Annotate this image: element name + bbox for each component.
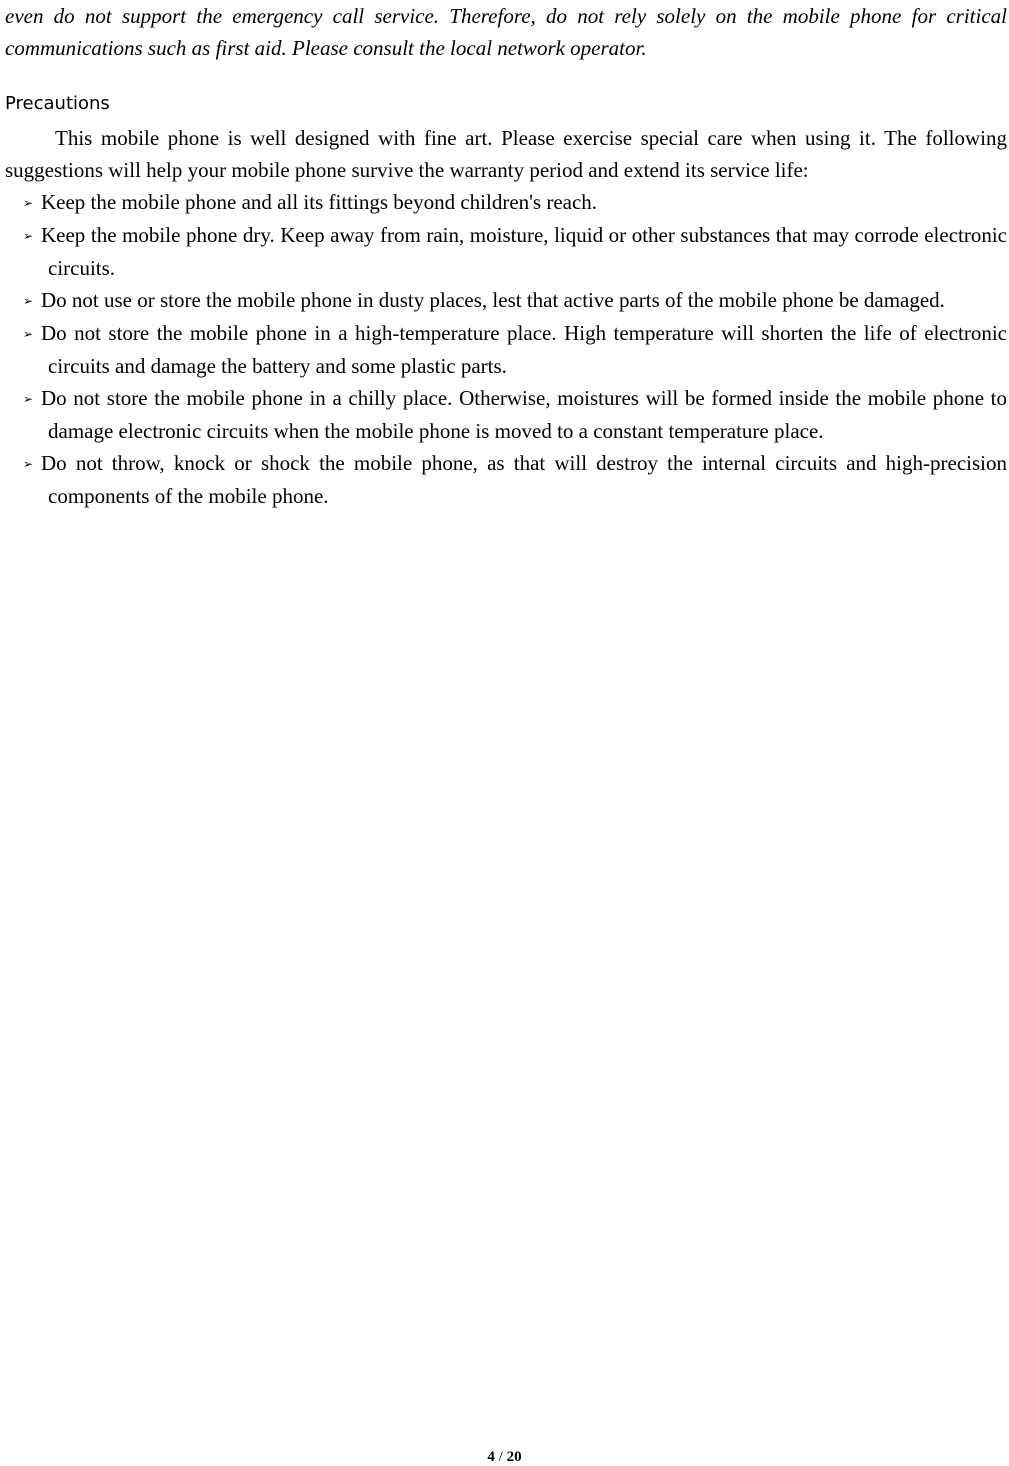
arrowhead-bullet-icon: ➢ [23,196,34,210]
intro-paragraph: even do not support the emergency call service. Therefore, do not rely solely on the mobile phone for critical communications such as first aid. Please consult the local network operator. [5,4,1007,60]
list-item-text: Keep the mobile phone dry. Keep away from rain, moisture, liquid or other substances that may corrode electronic circuits. [41,223,1007,280]
arrowhead-bullet-icon: ➢ [23,229,34,243]
arrowhead-bullet-icon: ➢ [23,327,34,341]
page-current: 4 [487,1449,495,1465]
list-item [5,447,1007,512]
list-item-text: Do not store the mobile phone in a high-temperature place. High temperature will shorten the life of electronic circuits and damage the battery and some plastic parts. [41,321,1007,378]
list-item [5,186,1007,219]
list-item [5,219,1007,284]
list-item-text: Do not store the mobile phone in a chilly place. Otherwise, moistures will be formed inside the mobile phone to damage electronic circuits when the mobile phone is moved to a constant temperature place. [41,386,1007,443]
list-item-text: Do not throw, knock or shock the mobile phone, as that will destroy the internal circuits and high-precision components of the mobile phone. [41,451,1007,508]
arrowhead-bullet-icon: ➢ [23,392,34,406]
page-separator: / [494,1449,507,1465]
list-item [5,382,1007,447]
list-item-text: Do not use or store the mobile phone in dusty places, lest that active parts of the mobile phone be damaged. [41,288,945,312]
page-total: 20 [506,1449,522,1465]
section-title: Precautions [5,93,110,114]
list-item [5,317,1007,382]
precautions-list [5,186,1007,512]
page-number [0,1448,1009,1466]
arrowhead-bullet-icon: ➢ [23,457,34,471]
list-item-text: Keep the mobile phone and all its fittings beyond children's reach. [41,190,598,214]
arrowhead-bullet-icon: ➢ [23,294,34,308]
document-page [5,0,1007,512]
list-item [5,284,1007,317]
section-paragraph: This mobile phone is well designed with fine art. Please exercise special care when using it. The following suggestions will help your mobile phone survive the warranty period and extend its service life: [5,126,1007,182]
